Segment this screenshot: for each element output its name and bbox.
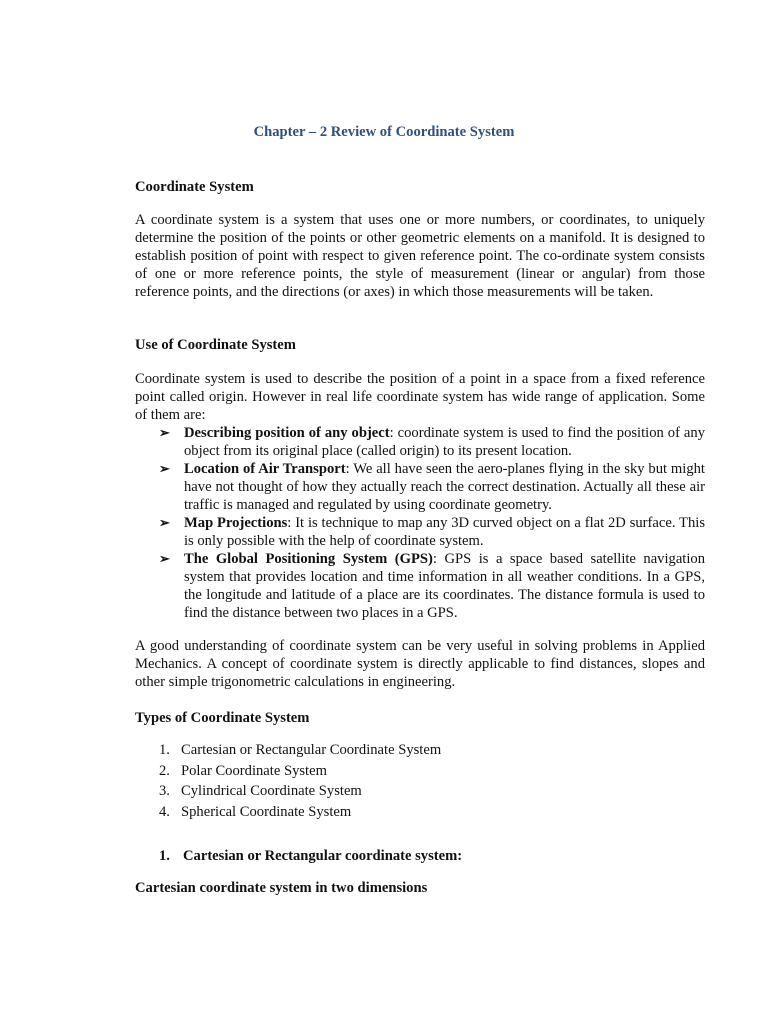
list-item	[159, 761, 441, 782]
arrow-bullet-icon: ➢	[159, 425, 170, 440]
list-number: 2.	[159, 762, 170, 779]
arrow-bullet-icon: ➢	[159, 461, 170, 476]
closing-paragraph: A good understanding of coordinate system can be very useful in solving problems in Applied Mechanics. A concept of coordinate system is directly applicable to find distances, slopes and other simple trigonometric calculations in engineering.	[135, 638, 705, 690]
types-list	[159, 740, 441, 822]
list-label: Spherical Coordinate System	[181, 803, 352, 820]
section-heading-types: Types of Coordinate System	[135, 710, 310, 726]
arrow-bullet-icon: ➢	[159, 551, 170, 566]
bullet-term: Describing position of any object	[184, 425, 390, 441]
bullet-term: The Global Positioning System (GPS)	[184, 551, 433, 567]
list-item	[159, 740, 441, 761]
bullet-text: : It is technique to map any 3D curved object on a flat 2D surface. This is only possible with the help of coordinate system.	[184, 515, 706, 549]
bullet-term: Map Projections	[184, 515, 288, 531]
list-number: 4.	[159, 803, 170, 820]
list-item	[159, 781, 441, 802]
bullet-text: : GPS is a space based satellite navigation system that provides location and time information in all weather conditions. In a GPS, the longitude and latitude of a place are its coordinates. The distance formula is used to find the distance between two places in a GPS.	[184, 551, 706, 621]
chapter-title: Chapter – 2 Review of Coordinate System	[253, 124, 515, 140]
list-item	[159, 424, 705, 460]
section-heading-coordinate-system: Coordinate System	[135, 179, 254, 195]
section-number: 1.	[159, 848, 170, 864]
bullet-text: : We all have seen the aero-planes flying in the sky but might have not thought of how they actually reach the correct destination. Actually all these air traffic is managed and regulated by using coordinate geometry.	[184, 461, 705, 513]
cartesian-section-heading	[159, 847, 462, 865]
arrow-bullet-icon: ➢	[159, 515, 170, 530]
section-heading-use: Use of Coordinate System	[135, 337, 296, 353]
list-label: Cartesian or Rectangular Coordinate System	[181, 742, 442, 758]
list-label: Cylindrical Coordinate System	[181, 783, 362, 800]
list-number: 1.	[159, 742, 170, 758]
list-item	[159, 802, 441, 823]
bullet-text: : coordinate system is used to find the position of any object from its original place (called origin) to its present location.	[184, 425, 705, 459]
cartesian-2d-subheading: Cartesian coordinate system in two dimensions	[135, 880, 428, 896]
applications-list	[159, 424, 705, 622]
cartesian-heading-text: Cartesian or Rectangular coordinate system:	[183, 848, 463, 864]
use-intro-paragraph: Coordinate system is used to describe the position of a point in a space from a fixed reference point called origin. However in real life coordinate system has wide range of application. Some of them are:	[135, 371, 705, 423]
list-number: 3.	[159, 783, 170, 800]
list-item	[159, 514, 705, 550]
coordinate-system-paragraph: A coordinate system is a system that uses one or more numbers, or coordinates, to uniquely determine the position of the points or other geometric elements on a manifold. It is designed to establish position of point with respect to given reference point. The co-ordinate system consists of one or more reference points, the style of measurement (linear or angular) from those reference points, and the directions (or axes) in which those measurements will be taken.	[135, 212, 705, 300]
list-item	[159, 460, 705, 514]
list-item	[159, 550, 705, 622]
bullet-term: Location of Air Transport	[184, 461, 346, 477]
list-label: Polar Coordinate System	[181, 762, 327, 779]
